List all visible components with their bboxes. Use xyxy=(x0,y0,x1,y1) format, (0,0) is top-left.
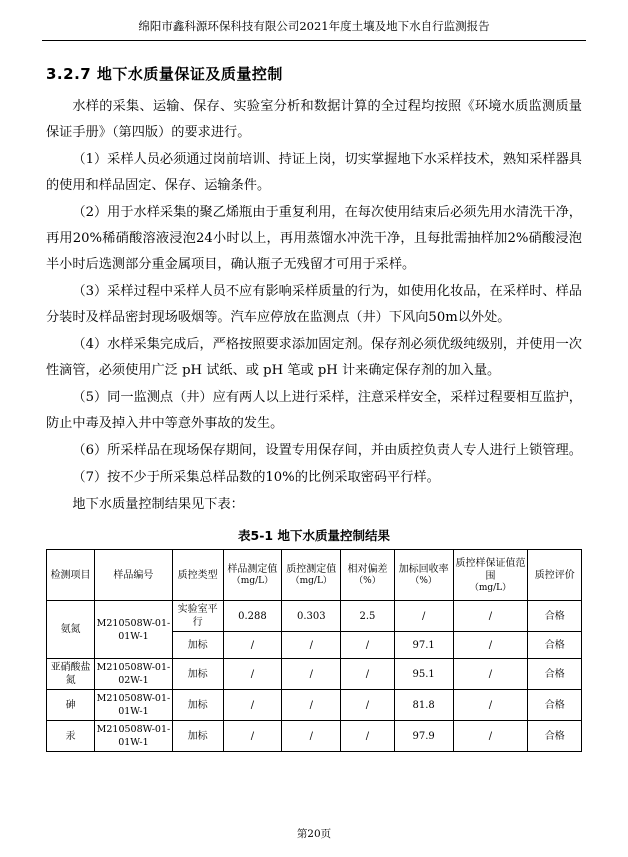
th-evaluation xyxy=(528,550,582,601)
th-sample-value-label: 样品测定值 xyxy=(227,564,278,575)
page-footer: 第20页 xyxy=(296,828,332,840)
paragraph-item-5: （5）同一监测点（井）应有两人以上进行采样，注意采样安全，采样过程要相互监护，防止中毒及掉入井中等意外事故的发生。 xyxy=(46,390,582,431)
cell-qc-value: / xyxy=(282,690,341,721)
th-recovery-unit: （%） xyxy=(410,576,437,586)
cell-qc-value: / xyxy=(282,659,341,690)
th-item-label: 检测项目 xyxy=(50,569,91,581)
cell-qc-value: / xyxy=(282,632,341,659)
th-rel-dev-unit: （%） xyxy=(354,576,381,586)
cell-sample-id: M210508W-01-01W-1 xyxy=(95,601,173,659)
table-caption: 表5-1 地下水质量控制结果 xyxy=(238,528,390,543)
cell-recovery: 97.9 xyxy=(394,721,453,752)
cell-evaluation: 合格 xyxy=(528,721,582,752)
th-qc-type xyxy=(172,550,223,601)
cell-rel-dev: / xyxy=(341,659,395,690)
table-header-row xyxy=(47,550,582,601)
cell-qc-type: 加标 xyxy=(172,632,223,659)
cell-sample-id: M210508W-01-01W-1 xyxy=(95,690,173,721)
cell-qc-range: / xyxy=(453,601,528,632)
th-sample-id-label: 样品编号 xyxy=(113,569,154,581)
paragraph-item-2: （2）用于水样采集的聚乙烯瓶由于重复利用，在每次使用结束后必须先用水清洗干净，再用20%稀硝酸溶液浸泡24小时以上，再用蒸馏水冲洗干净，且每批需抽样加2%硝酸浸泡半小时后选测部分重金属项目，确认瓶子无残留才可用于采样。 xyxy=(46,205,582,272)
paragraph-intro: 水样的采集、运输、保存、实验室分析和数据计算的全过程均按照《环境水质监测质量保证手册》（第四版）的要求进行。 xyxy=(46,99,582,140)
th-evaluation-label: 质控评价 xyxy=(534,569,575,581)
th-qc-range xyxy=(453,550,528,601)
cell-sample-value: / xyxy=(223,659,282,690)
cell-rel-dev: / xyxy=(341,721,395,752)
paragraph-item-3: （3）采样过程中采样人员不应有影响采样质量的行为，如使用化妆品，在采样时、样品分装时及样品密封现场吸烟等。汽车应停放在监测点（井）下风向50m以外处。 xyxy=(46,284,582,325)
th-item xyxy=(47,550,95,601)
cell-sample-value: / xyxy=(223,690,282,721)
cell-sample-id: M210508W-01-01W-1 xyxy=(95,721,173,752)
cell-evaluation: 合格 xyxy=(528,690,582,721)
cell-qc-range: / xyxy=(453,632,528,659)
th-qc-type-label: 质控类型 xyxy=(177,569,218,581)
cell-qc-value: / xyxy=(282,721,341,752)
th-sample-value xyxy=(223,550,282,601)
th-qc-value-unit: （mg/L） xyxy=(290,576,332,586)
cell-qc-value: 0.303 xyxy=(282,601,341,632)
table-row xyxy=(47,721,582,752)
cell-recovery: 95.1 xyxy=(394,659,453,690)
th-recovery xyxy=(394,550,453,601)
paragraph-item-7: （7）按不少于所采集总样品数的10%的比例采取密码平行样。 xyxy=(72,470,440,485)
th-qc-value xyxy=(282,550,341,601)
paragraph-item-4: （4）水样采集完成后，严格按照要求添加固定剂。保存剂必须优级纯级别，并使用一次性滴管，必须使用广泛 pH 试纸、或 pH 笔或 pH 计来确定保存剂的加入量。 xyxy=(46,337,582,378)
th-sample-value-unit: （mg/L） xyxy=(231,576,274,586)
cell-item: 氨氮 xyxy=(47,601,95,659)
qc-results-table xyxy=(46,549,582,752)
paragraph-item-6: （6）所采样品在现场保存期间，设置专用保存间，并由质控负责人专人进行上锁管理。 xyxy=(72,443,582,458)
cell-qc-type: 加标 xyxy=(172,721,223,752)
cell-recovery: 81.8 xyxy=(394,690,453,721)
table-row xyxy=(47,601,582,632)
cell-item: 砷 xyxy=(47,690,95,721)
cell-sample-value: 0.288 xyxy=(223,601,282,632)
header-divider xyxy=(42,40,586,41)
th-rel-dev xyxy=(341,550,395,601)
page-header: 绵阳市鑫科源环保科技有限公司2021年度土壤及地下水自行监测报告 xyxy=(138,19,490,33)
cell-item: 亚硝酸盐氮 xyxy=(47,659,95,690)
cell-sample-value: / xyxy=(223,721,282,752)
paragraph-item-1: （1）采样人员必须通过岗前培训、持证上岗，切实掌握地下水采样技术，熟知采样器具的使用和样品固定、保存、运输条件。 xyxy=(46,152,582,193)
paragraph-table-lead: 地下水质量控制结果见下表： xyxy=(72,497,244,512)
cell-qc-type: 加标 xyxy=(172,690,223,721)
cell-qc-type: 加标 xyxy=(172,659,223,690)
cell-sample-value: / xyxy=(223,632,282,659)
cell-recovery: 97.1 xyxy=(394,632,453,659)
th-sample-id xyxy=(95,550,173,601)
cell-qc-range: / xyxy=(453,721,528,752)
cell-rel-dev: / xyxy=(341,690,395,721)
cell-rel-dev: / xyxy=(341,632,395,659)
cell-evaluation: 合格 xyxy=(528,601,582,632)
cell-qc-range: / xyxy=(453,690,528,721)
cell-qc-range: / xyxy=(453,659,528,690)
th-qc-range-label: 质控样保证值范围 xyxy=(455,557,526,582)
table-row xyxy=(47,659,582,690)
cell-rel-dev: 2.5 xyxy=(341,601,395,632)
table-row xyxy=(47,690,582,721)
th-qc-range-unit: （mg/L） xyxy=(469,582,512,593)
cell-recovery: / xyxy=(394,601,453,632)
cell-sample-id: M210508W-01-02W-1 xyxy=(95,659,173,690)
th-rel-dev-label: 相对偏差 xyxy=(347,564,388,575)
cell-evaluation: 合格 xyxy=(528,659,582,690)
section-heading: 3.2.7 地下水质量保证及质量控制 xyxy=(46,65,283,83)
th-qc-value-label: 质控测定值 xyxy=(286,564,337,575)
cell-item: 汞 xyxy=(47,721,95,752)
th-recovery-label: 加标回收率 xyxy=(398,564,449,575)
cell-qc-type: 实验室平行 xyxy=(172,601,223,632)
cell-evaluation: 合格 xyxy=(528,632,582,659)
